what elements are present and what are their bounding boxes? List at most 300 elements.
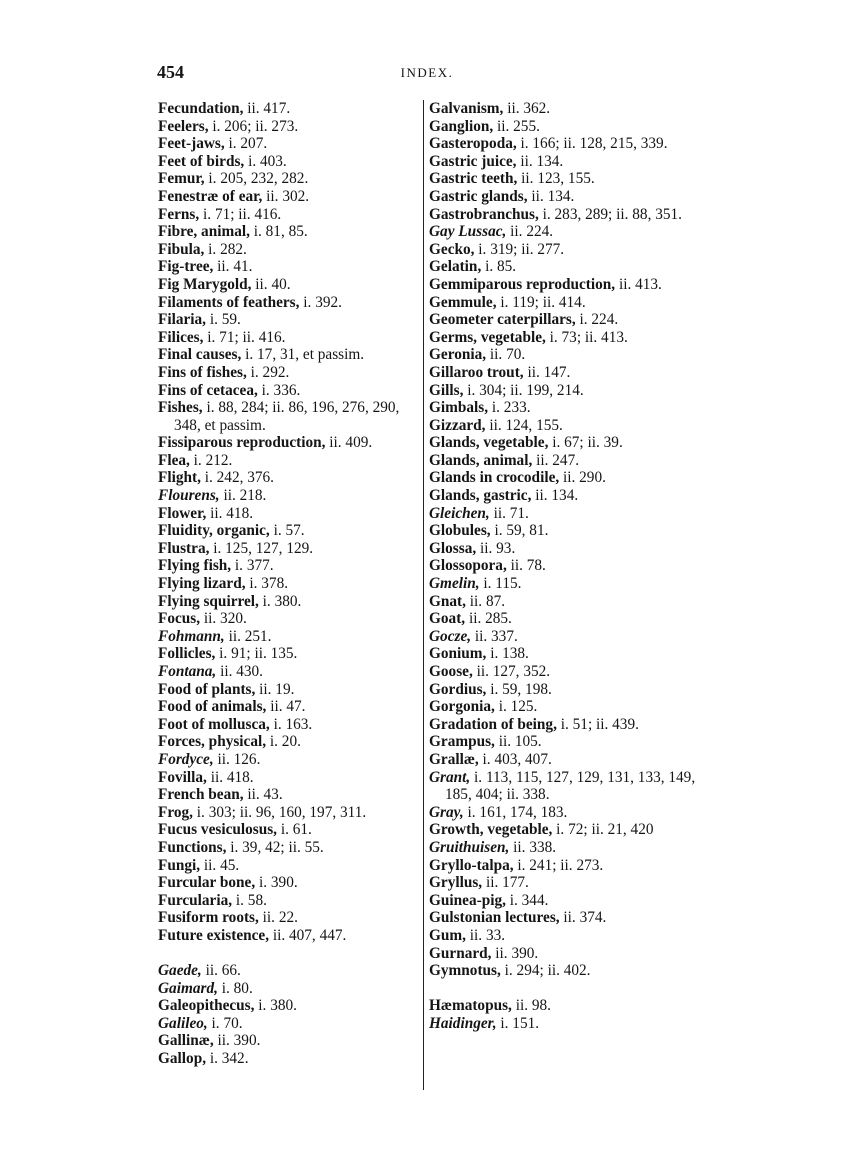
index-references: i. 319; ii. 277. (474, 240, 565, 258)
index-entry (158, 276, 420, 294)
index-term: Galileo, (158, 1014, 208, 1032)
index-term: Gordius, (429, 680, 487, 698)
index-term: Fins of cetacea, (158, 381, 258, 399)
index-references: i. 303; ii. 96, 160, 197, 311. (192, 803, 367, 821)
index-term: Geometer caterpillars, (429, 311, 576, 329)
index-entry (158, 804, 420, 822)
index-entry (158, 153, 420, 171)
index-references: ii. 66. (201, 962, 241, 980)
index-references: ii. 409. (325, 434, 373, 452)
index-term: Globules, (429, 522, 491, 540)
index-term: Furcular bone, (158, 874, 256, 892)
index-term: Follicles, (158, 645, 216, 663)
index-references: i. 113, 115, 127, 129, 131, 133, 149, 185, 404; ii. 338. (445, 768, 696, 804)
index-references: ii. 418. (206, 504, 254, 522)
index-term: Gillaroo trout, (429, 363, 524, 381)
index-entry (429, 874, 699, 892)
index-term: Glands, animal, (429, 451, 533, 469)
index-term: Fluidity, organic, (158, 522, 270, 540)
index-term: Gastric teeth, (429, 170, 518, 188)
index-entry (158, 311, 420, 329)
index-term: Flea, (158, 451, 190, 469)
index-references: ii. 407, 447. (269, 926, 347, 944)
index-entry (429, 857, 699, 875)
index-references: i. 344. (505, 891, 549, 909)
index-entry (429, 945, 699, 963)
index-entry (429, 557, 699, 575)
index-references: ii. 338. (509, 838, 557, 856)
index-references: i. 70. (207, 1014, 243, 1032)
index-entry (429, 821, 699, 839)
index-references: i. 380. (254, 997, 297, 1015)
index-term: Final causes, (158, 346, 242, 364)
index-references: i. 72; ii. 21, 420 (552, 821, 654, 839)
index-entry (158, 294, 420, 312)
index-references: ii. 302. (262, 187, 310, 205)
index-entry (429, 522, 699, 540)
index-entry (429, 135, 699, 153)
index-entry (158, 382, 420, 400)
index-entry (429, 153, 699, 171)
index-references: i. 59. (206, 311, 241, 329)
index-term: Fecundation, (158, 100, 244, 117)
index-entry (158, 575, 420, 593)
index-term: Galvanism, (429, 100, 504, 117)
index-references: i. 71; ii. 416. (199, 205, 282, 223)
index-entry (158, 505, 420, 523)
index-entry (158, 927, 420, 945)
index-references: i. 282. (204, 240, 247, 258)
index-entry (429, 751, 699, 769)
index-column-right (429, 100, 699, 1032)
index-term: Future existence, (158, 926, 270, 944)
index-entry (429, 118, 699, 136)
index-references: ii. 247. (532, 451, 580, 469)
index-references: i. 51; ii. 439. (556, 715, 639, 733)
section-gap (429, 980, 699, 998)
index-term: Fenestræ of ear, (158, 187, 263, 205)
index-term: Fusiform roots, (158, 909, 259, 927)
index-term: Grant, (429, 768, 471, 786)
index-references: i. 115. (479, 575, 522, 593)
index-entry (429, 628, 699, 646)
index-references: i. 380. (258, 592, 302, 610)
index-entry (158, 681, 420, 699)
index-entry (158, 698, 420, 716)
index-term: Hæmatopus, (429, 997, 512, 1015)
index-term: Gemmule, (429, 293, 497, 311)
index-references: i. 67; ii. 39. (548, 434, 623, 452)
index-term: Grallæ, (429, 750, 479, 768)
index-term: Furcularia, (158, 891, 233, 909)
index-entry (158, 1032, 420, 1050)
index-entry (429, 223, 699, 241)
index-references: i. 58. (232, 891, 267, 909)
index-entry (429, 681, 699, 699)
index-entry (158, 610, 420, 628)
index-term: Gray, (429, 803, 464, 821)
index-entry (158, 557, 420, 575)
index-entry (158, 329, 420, 347)
index-term: Functions, (158, 838, 227, 856)
index-entry (158, 997, 420, 1015)
index-references: i. 73; ii. 413. (545, 328, 628, 346)
index-term: Fibre, animal, (158, 223, 250, 241)
index-references: ii. 337. (471, 627, 518, 645)
index-term: Filaria, (158, 311, 207, 329)
index-references: ii. 70. (486, 346, 526, 364)
index-entry (429, 892, 699, 910)
index-references: i. 151. (496, 1014, 540, 1032)
index-references: ii. 22. (258, 909, 298, 927)
index-entry (158, 786, 420, 804)
index-references: i. 403. (244, 152, 287, 170)
index-term: Galeopithecus, (158, 997, 255, 1015)
index-term: Gallinæ, (158, 1032, 214, 1050)
index-entry (429, 364, 699, 382)
index-entry (158, 769, 420, 787)
column-divider (423, 100, 424, 1090)
index-entry (158, 593, 420, 611)
index-term: Flying lizard, (158, 575, 246, 593)
index-term: Fohmann, (158, 627, 225, 645)
index-entry (429, 206, 699, 224)
index-references: i. 283, 289; ii. 88, 351. (538, 205, 682, 223)
index-entry (429, 962, 699, 980)
index-entry (158, 469, 420, 487)
index-entry (158, 980, 420, 998)
index-references: i. 57. (269, 522, 305, 540)
index-entry (158, 663, 420, 681)
index-term: Glossa, (429, 539, 477, 557)
index-references: i. 212. (189, 451, 233, 469)
index-references: ii. 418. (206, 768, 254, 786)
index-entry (429, 258, 699, 276)
index-references: i. 292. (246, 363, 290, 381)
index-references: ii. 390. (213, 1032, 261, 1050)
index-entry (429, 1015, 699, 1033)
index-entry (429, 575, 699, 593)
index-references: ii. 45. (200, 856, 240, 874)
index-entry (158, 892, 420, 910)
index-entry (158, 839, 420, 857)
index-term: Gecko, (429, 240, 475, 258)
index-term: Flower, (158, 504, 207, 522)
index-term: Fishes, (158, 399, 203, 417)
index-entry (158, 258, 420, 276)
index-term: Ferns, (158, 205, 200, 223)
index-references: ii. 134. (516, 152, 564, 170)
index-references: ii. 362. (503, 100, 551, 117)
index-term: Germs, vegetable, (429, 328, 546, 346)
index-references: ii. 123, 155. (517, 170, 595, 188)
index-term: Gemmiparous reproduction, (429, 275, 616, 293)
index-term: Flight, (158, 469, 201, 487)
index-term: Gryllus, (429, 874, 483, 892)
index-entry (429, 434, 699, 452)
index-references: i. 39, 42; ii. 55. (226, 838, 324, 856)
index-entry (429, 329, 699, 347)
index-term: Gocze, (429, 627, 472, 645)
index-term: Filaments of feathers, (158, 293, 300, 311)
index-entry (429, 294, 699, 312)
index-references: ii. 255. (493, 117, 540, 135)
index-term: Flying squirrel, (158, 592, 259, 610)
index-entry (429, 769, 699, 804)
index-term: Fissiparous reproduction, (158, 434, 326, 452)
index-entry (158, 1050, 420, 1068)
index-term: Ganglion, (429, 117, 494, 135)
index-entry (429, 100, 699, 118)
index-references: i. 91; ii. 135. (215, 645, 298, 663)
index-term: Glands, vegetable, (429, 434, 549, 452)
index-references: ii. 47. (266, 698, 306, 716)
index-entry (429, 170, 699, 188)
index-references: ii. 78. (506, 557, 546, 575)
index-term: Gaimard, (158, 979, 218, 997)
page-header (157, 62, 697, 86)
index-entry (158, 1015, 420, 1033)
index-term: Goose, (429, 663, 473, 680)
index-references: ii. 126. (213, 750, 261, 768)
index-entry (158, 716, 420, 734)
index-term: Guinea-pig, (429, 891, 506, 909)
index-references: i. 342. (206, 1050, 249, 1068)
index-term: Frog, (158, 803, 193, 821)
index-references: i. 88, 284; ii. 86, 196, 276, 290, 348, et passim. (174, 399, 400, 434)
index-references: ii. 105. (494, 733, 542, 751)
index-references: ii. 413. (615, 275, 662, 293)
index-term: Food of plants, (158, 680, 256, 698)
index-references: i. 20. (266, 733, 301, 751)
index-entry (429, 452, 699, 470)
index-term: Glands, gastric, (429, 487, 532, 505)
index-references: i. 233. (488, 399, 531, 417)
index-entry (429, 505, 699, 523)
index-entry (158, 452, 420, 470)
index-entry (429, 839, 699, 857)
index-references: i. 163. (269, 715, 313, 733)
index-references: i. 403, 407. (478, 750, 552, 768)
index-references: i. 85. (481, 258, 517, 276)
page-number: 454 (157, 62, 184, 82)
index-entry (158, 522, 420, 540)
index-entry (158, 346, 420, 364)
index-entry (158, 645, 420, 663)
index-entry (158, 628, 420, 646)
index-references: ii. 374. (559, 909, 607, 927)
index-term: Glossopora, (429, 557, 507, 575)
index-references: ii. 98. (511, 997, 551, 1015)
index-entry (429, 927, 699, 945)
index-term: Feelers, (158, 117, 209, 135)
index-references: i. 17, 31, et passim. (241, 346, 365, 364)
index-term: Filices, (158, 328, 204, 346)
index-references: ii. 417. (243, 100, 291, 117)
index-term: Gelatin, (429, 258, 482, 276)
index-references: ii. 134. (527, 187, 575, 205)
index-term: Gnat, (429, 592, 466, 610)
index-references: ii. 87. (465, 592, 506, 610)
index-entry (429, 909, 699, 927)
index-references: ii. 19. (255, 680, 295, 698)
index-references: i. 294; ii. 402. (500, 962, 591, 980)
index-term: Feet-jaws, (158, 135, 225, 153)
index-term: Gurnard, (429, 944, 492, 962)
index-references: i. 390. (255, 874, 298, 892)
index-column-left (158, 100, 420, 1068)
index-term: Fovilla, (158, 768, 207, 786)
index-entry (429, 716, 699, 734)
index-entry (429, 417, 699, 435)
index-term: Goat, (429, 610, 466, 628)
index-entry (158, 874, 420, 892)
index-references: i. 304; ii. 199, 214. (463, 381, 584, 399)
index-term: Gastric juice, (429, 152, 517, 170)
index-term: Fucus vesiculosus, (158, 821, 277, 839)
index-entry (429, 733, 699, 751)
index-entry (158, 364, 420, 382)
index-references: i. 336. (257, 381, 301, 399)
index-entry (429, 469, 699, 487)
index-entry (158, 434, 420, 452)
index-references: ii. 430. (216, 663, 263, 680)
index-entry (158, 540, 420, 558)
index-references: i. 61. (277, 821, 312, 839)
section-gap (158, 945, 420, 963)
index-entry (429, 698, 699, 716)
index-references: ii. 127, 352. (472, 663, 551, 680)
index-entry (158, 170, 420, 188)
index-term: Gum, (429, 926, 466, 944)
index-entry (158, 135, 420, 153)
index-references: ii. 43. (243, 786, 283, 804)
index-entry (158, 206, 420, 224)
index-entry (158, 733, 420, 751)
index-entry (429, 804, 699, 822)
index-term: Gymnotus, (429, 962, 501, 980)
index-references: i. 241; ii. 273. (513, 856, 604, 874)
index-term: Gasteropoda, (429, 135, 517, 153)
index-entry (158, 399, 420, 434)
index-term: Haidinger, (429, 1014, 497, 1032)
index-term: Fins of fishes, (158, 363, 247, 381)
index-term: Flustra, (158, 539, 210, 557)
index-term: Flying fish, (158, 557, 232, 575)
index-references: i. 205, 232, 282. (204, 170, 309, 188)
index-term: French bean, (158, 786, 244, 804)
index-term: Gimbals, (429, 399, 489, 417)
index-references: ii. 71. (489, 504, 529, 522)
index-term: Fungi, (158, 856, 201, 874)
index-entry (158, 223, 420, 241)
index-references: i. 161, 174, 183. (463, 803, 568, 821)
index-entry (158, 100, 420, 118)
running-title: INDEX. (400, 65, 454, 80)
index-references: i. 392. (299, 293, 342, 311)
index-term: Flourens, (158, 487, 220, 505)
index-references: ii. 33. (465, 926, 506, 944)
index-term: Femur, (158, 170, 205, 188)
index-entry (158, 821, 420, 839)
index-entry (429, 311, 699, 329)
index-term: Gallop, (158, 1050, 207, 1068)
index-references: i. 80. (217, 979, 253, 997)
index-term: Gizzard, (429, 416, 486, 434)
index-references: ii. 147. (523, 363, 571, 381)
index-term: Fibula, (158, 240, 205, 258)
index-references: ii. 93. (476, 539, 516, 557)
index-term: Gradation of being, (429, 715, 557, 733)
index-entry (429, 346, 699, 364)
index-entry (429, 399, 699, 417)
index-references: ii. 251. (224, 627, 272, 645)
index-references: i. 138. (486, 645, 529, 663)
index-term: Food of animals, (158, 698, 267, 716)
index-term: Gruithuisen, (429, 838, 510, 856)
index-references: ii. 177. (482, 874, 529, 892)
index-entry (158, 962, 420, 980)
index-references: i. 378. (245, 575, 289, 593)
index-references: ii. 124, 155. (485, 416, 563, 434)
index-entry (158, 909, 420, 927)
index-entry (429, 610, 699, 628)
index-references: i. 242, 376. (200, 469, 275, 487)
index-term: Fig-tree, (158, 258, 214, 276)
index-references: ii. 320. (200, 610, 247, 628)
index-term: Fontana, (158, 663, 217, 680)
index-entry (429, 188, 699, 206)
index-references: i. 59, 198. (486, 680, 552, 698)
index-entry (429, 593, 699, 611)
index-references: i. 377. (231, 557, 274, 575)
index-references: i. 207. (224, 135, 268, 153)
index-entry (158, 487, 420, 505)
index-term: Focus, (158, 610, 201, 628)
index-entry (158, 857, 420, 875)
index-term: Fig Marygold, (158, 275, 252, 293)
index-term: Gryllo-talpa, (429, 856, 514, 874)
index-references: i. 224. (575, 311, 619, 329)
index-references: i. 206; ii. 273. (208, 117, 299, 135)
index-entry (429, 487, 699, 505)
index-term: Gastric glands, (429, 187, 528, 205)
index-references: ii. 224. (506, 223, 554, 241)
index-term: Gay Lussac, (429, 223, 507, 241)
index-term: Gills, (429, 381, 464, 399)
index-term: Gastrobranchus, (429, 205, 539, 223)
index-entry (158, 751, 420, 769)
index-term: Feet of birds, (158, 152, 245, 170)
index-entry (429, 645, 699, 663)
index-references: i. 119; ii. 414. (496, 293, 586, 311)
index-entry (429, 997, 699, 1015)
index-term: Growth, vegetable, (429, 821, 553, 839)
index-term: Geronia, (429, 346, 487, 364)
index-references: ii. 40. (251, 275, 291, 293)
index-entry (429, 663, 699, 681)
index-term: Fordyce, (158, 750, 214, 768)
index-references: i. 59, 81. (490, 522, 549, 540)
index-term: Gonium, (429, 645, 487, 663)
index-term: Glands in crocodile, (429, 469, 560, 487)
index-entry (158, 118, 420, 136)
index-references: i. 166; ii. 128, 215, 339. (516, 135, 668, 153)
index-entry (158, 188, 420, 206)
index-term: Gorgonia, (429, 698, 495, 716)
index-term: Gaede, (158, 962, 202, 980)
index-term: Forces, physical, (158, 733, 267, 751)
